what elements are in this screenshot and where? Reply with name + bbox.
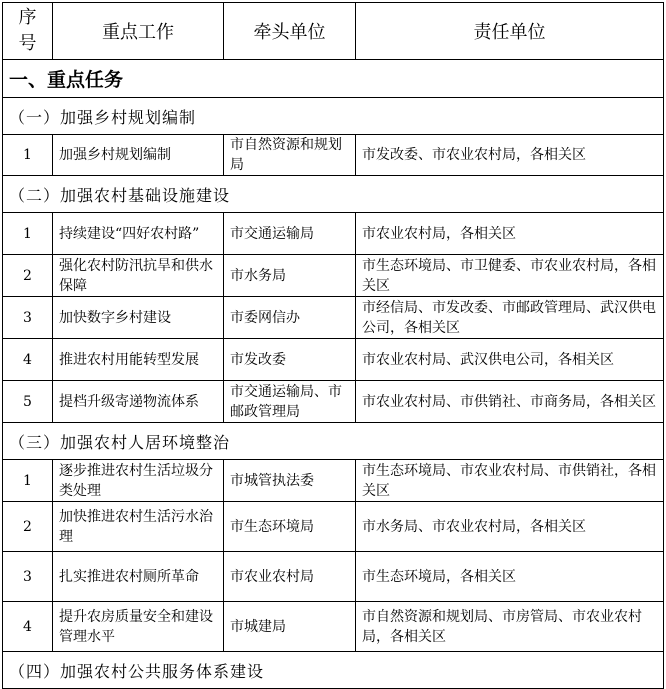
row-lead: 市委网信办 xyxy=(224,297,356,339)
row-no: 4 xyxy=(3,602,53,652)
row-resp: 市农业农村局，各相关区 xyxy=(356,213,664,255)
row-no: 1 xyxy=(3,460,53,502)
table-row xyxy=(3,460,664,502)
row-task: 提升农房质量安全和建设管理水平 xyxy=(53,602,224,652)
row-resp: 市经信局、市发改委、市邮政管理局、武汉供电公司，各相关区 xyxy=(356,297,664,339)
header-task: 重点工作 xyxy=(53,3,224,60)
table-row xyxy=(3,552,664,602)
row-no: 3 xyxy=(3,297,53,339)
row-no: 2 xyxy=(3,502,53,552)
row-task: 加快推进农村生活污水治理 xyxy=(53,502,224,552)
group-row xyxy=(3,423,664,460)
row-no: 1 xyxy=(3,213,53,255)
task-table xyxy=(2,2,664,689)
header-resp: 责任单位 xyxy=(356,3,664,60)
row-task: 持续建设“四好农村路” xyxy=(53,213,224,255)
group-title: （一）加强乡村规划编制 xyxy=(3,98,664,135)
group-title: （四）加强农村公共服务体系建设 xyxy=(3,652,664,689)
row-task: 提档升级寄递物流体系 xyxy=(53,381,224,423)
row-lead: 市城建局 xyxy=(224,602,356,652)
table-row xyxy=(3,339,664,381)
table-header-row xyxy=(3,3,664,60)
table-row xyxy=(3,381,664,423)
row-lead: 市交通运输局 xyxy=(224,213,356,255)
group-row xyxy=(3,98,664,135)
table-row xyxy=(3,297,664,339)
table-row xyxy=(3,135,664,176)
row-no: 4 xyxy=(3,339,53,381)
row-lead: 市生态环境局 xyxy=(224,502,356,552)
row-lead: 市发改委 xyxy=(224,339,356,381)
group-title: （三）加强农村人居环境整治 xyxy=(3,423,664,460)
row-resp: 市水务局、市农业农村局，各相关区 xyxy=(356,502,664,552)
row-lead: 市水务局 xyxy=(224,255,356,297)
row-lead: 市自然资源和规划局 xyxy=(224,135,356,176)
row-no: 1 xyxy=(3,135,53,176)
group-row xyxy=(3,176,664,213)
row-resp: 市自然资源和规划局、市房管局、市农业农村局，各相关区 xyxy=(356,602,664,652)
row-task: 扎实推进农村厕所革命 xyxy=(53,552,224,602)
row-lead: 市城管执法委 xyxy=(224,460,356,502)
table-row xyxy=(3,602,664,652)
row-resp: 市农业农村局、市供销社、市商务局，各相关区 xyxy=(356,381,664,423)
row-task: 逐步推进农村生活垃圾分类处理 xyxy=(53,460,224,502)
table-row xyxy=(3,502,664,552)
header-no: 序 号 xyxy=(3,3,53,60)
row-task: 强化农村防汛抗旱和供水保障 xyxy=(53,255,224,297)
group-title: （二）加强农村基础设施建设 xyxy=(3,176,664,213)
row-resp: 市生态环境局、市农业农村局、市供销社，各相关区 xyxy=(356,460,664,502)
row-no: 5 xyxy=(3,381,53,423)
table-row xyxy=(3,213,664,255)
row-lead: 市交通运输局、市邮政管理局 xyxy=(224,381,356,423)
row-task: 加快数字乡村建设 xyxy=(53,297,224,339)
row-lead: 市农业农村局 xyxy=(224,552,356,602)
row-no: 3 xyxy=(3,552,53,602)
header-lead: 牵头单位 xyxy=(224,3,356,60)
row-task: 推进农村用能转型发展 xyxy=(53,339,224,381)
row-no: 2 xyxy=(3,255,53,297)
row-resp: 市农业农村局、武汉供电公司，各相关区 xyxy=(356,339,664,381)
row-resp: 市发改委、市农业农村局，各相关区 xyxy=(356,135,664,176)
section-title: 一、重点任务 xyxy=(3,60,664,98)
section-row xyxy=(3,60,664,98)
row-resp: 市生态环境局、市卫健委、市农业农村局，各相关区 xyxy=(356,255,664,297)
row-task: 加强乡村规划编制 xyxy=(53,135,224,176)
group-row xyxy=(3,652,664,689)
table-row xyxy=(3,255,664,297)
row-resp: 市生态环境局，各相关区 xyxy=(356,552,664,602)
